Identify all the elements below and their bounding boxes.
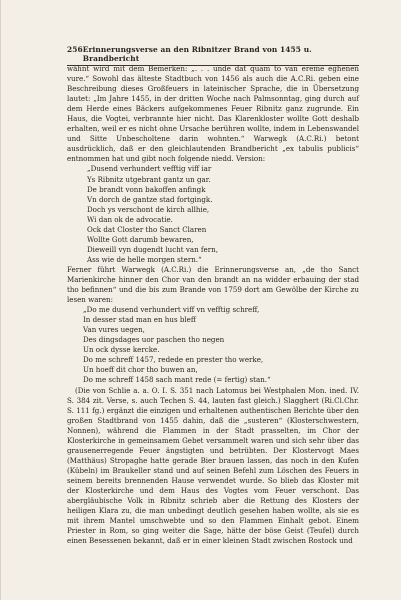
verse-line: De brandt vonn bakoffen anfingk — [87, 184, 206, 194]
verse-block-1 — [87, 164, 359, 264]
verse-line: Des dingsdages uor paschen tho negen — [83, 335, 225, 345]
verse-line: Ys Ribnitz utgebrant gantz un gar. — [87, 174, 211, 184]
verse-line: Vn dorch de gantze stad fortgingk. — [87, 194, 213, 204]
verse-line: Ass wie de helle morgen stern.“ — [87, 254, 202, 264]
page-number: 256 — [67, 45, 83, 54]
paragraph: wähnt wird mit dem Bemerken: „. . . unde dat quam to van ereme eghenen vure.“ Sowohl das älteste Stadtbuch von 1456 als auch die A.C.Ri. geben eine Beschreibung dieses Großfeuers in lateinischer Sprache, die in Übersetzung lautet: „Im Jahre 1455, in der dritten Woche nach Palmsonntag, ging durch auf dem Herde eines Bäckers aufgekommenes Feuer Ribnitz ganz zugrunde. Ein Haus, die Vogtei, verbrannte hier nicht. Das Klarenkloster wollte Gott deshalb erhalten, weil er es nicht ohne Ursache berühren wollte, indem in Lebenswandel und Sitte Unbescholtene darin wohnten.“ Warwegk (A.C.Ri.) betont ausdrücklich, daß er den gleichlautenden Brandbericht „ex tabulis publicis“ entnommen hat und gibt noch folgende niedd. Version: — [67, 64, 359, 164]
verse-line: Do me schreff 1458 sach mant rede (= fertig) stan.“ — [83, 375, 271, 385]
body-text — [67, 64, 359, 546]
verse-line: „Dusend verhundert vefftig viff iar — [87, 164, 212, 174]
verse-line: „Do me dusend verhundert viff vn vefftig schreff, — [83, 305, 260, 315]
paragraph: Ferner führt Warwegk (A.C.Ri.) die Erinnerungsverse an, „de tho Sanct Marienkirche hinner den Chor van den brandt an na widder erbauing der stad tho befinnen“ und die bis zum Brande von 1759 dort am Gewölbe der Kirche zu lesen waren: — [67, 264, 359, 305]
verse-line: In desser stad man en hus bleff — [83, 315, 196, 325]
verse-line: Ock dat Closter tho Sanct Claren — [87, 224, 207, 234]
verse-line: Van vures uegen, — [83, 325, 145, 335]
running-title: Erinnerungsverse an den Ribnitzer Brand von 1455 u. Brandbericht — [82, 45, 312, 63]
verse-line: Un hoeff dit chor tho buwen an, — [83, 365, 198, 375]
verse-line: Wollte Gott darumb bewaren, — [87, 234, 194, 244]
verse-line: Doch ys verschont de kirch allhie, — [87, 204, 210, 214]
verse-line: Do me schreff 1457, redede en prester tho werke, — [83, 355, 264, 365]
verse-line: Wi dan ok de advocatie. — [87, 214, 173, 224]
verse-line: Dieweill vyn dugendt lucht van fern, — [87, 244, 218, 254]
paragraph: (Die von Schlie a. a. O. I. S. 351 nach Latomus bei Westphalen Mon. ined. IV. S. 384 zit. Verse, s. auch Techen S. 44, lauten fast gleich.) Slagghert (Ri.Cl.Chr. S. 111 fg.) ergänzt die einzigen und erhaltenen authentischen Berichte über den großen Stadtbrand von 1455 dahin, daß die „susteren“ (Klosterschwestern, Nonnen), während die Flammen in der Stadt prasselten, im Chor der Klosterkirche in gemeinsamem Gebet versammelt waren und sich sehr über das grausenerregende Feuer ängstigten und betrübten. Der Klostervogt Maes (Matthäus) Stropaghe hatte gerade Bier brauen lassen, das noch in den Kufen (Kübeln) im Braukeller stand und auf seinen Befehl zum Löschen des Feuers in seinem bereits brennenden Hause verwendet wurde. So blieb das Kloster mit der Klosterkirche und dem Haus des Vogtes vom Feuer verschont. Das abergläubische Volk in Ribnitz schrieb aber die Rettung des Klosters der heiligen Klara zu, die man unbedingt deutlich gesehen haben wollte, als sie es mit ihrem Mantel umschwebte und so den Flammen Einhalt gebot. Einem Priester in Rom, so ging weiter die Sage, hätte der böse Geist (Teufel) durch einen Besessenen bekannt, daß er in einer kleinen Stadt zwischen Rostock und — [67, 385, 359, 546]
verse-line: Un ock dysse kercke. — [83, 345, 160, 355]
verse-block-2 — [83, 305, 359, 385]
page-header — [67, 45, 359, 66]
